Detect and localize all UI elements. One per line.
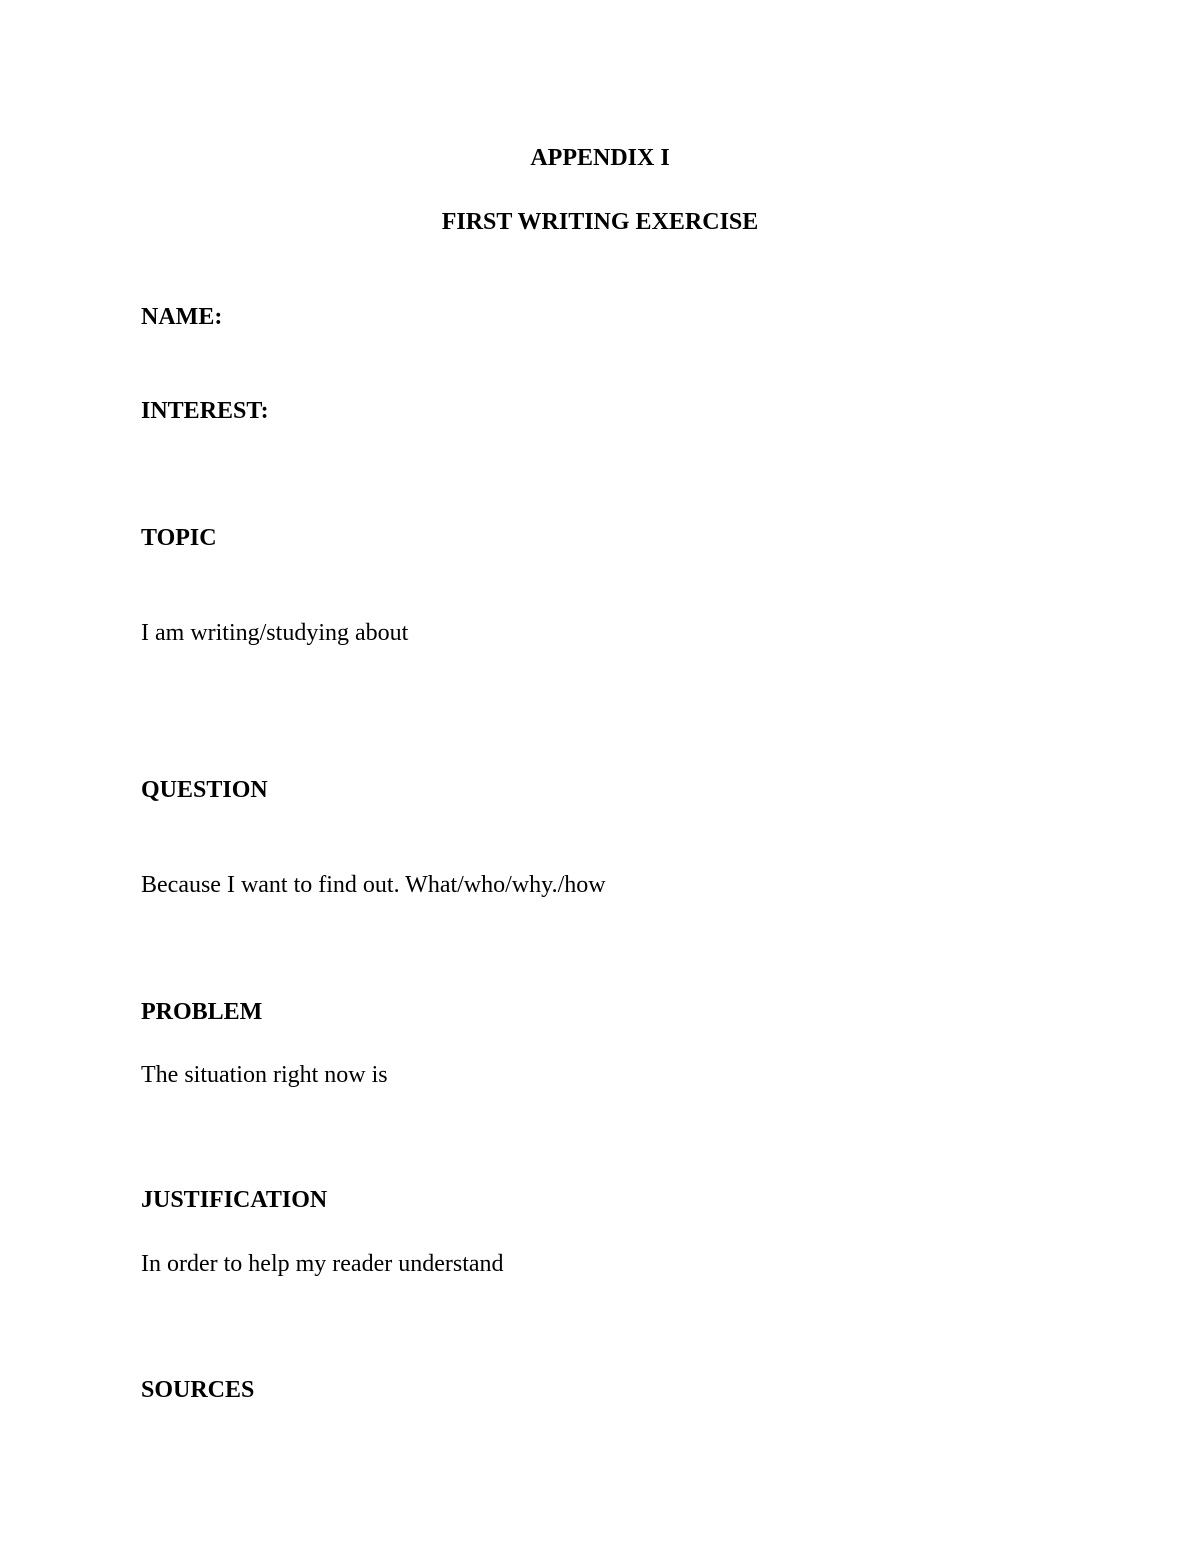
justification-heading: JUSTIFICATION	[141, 1187, 328, 1213]
topic-prompt: I am writing/studying about	[141, 620, 409, 646]
name-label: NAME:	[141, 304, 223, 330]
question-prompt: Because I want to find out. What/who/why./how	[141, 872, 606, 898]
topic-heading: TOPIC	[141, 525, 217, 551]
justification-prompt: In order to help my reader understand	[141, 1251, 504, 1277]
problem-prompt: The situation right now is	[141, 1062, 388, 1088]
sources-heading: SOURCES	[141, 1377, 255, 1403]
problem-heading: PROBLEM	[141, 999, 263, 1025]
interest-label: INTEREST:	[141, 398, 269, 424]
appendix-title: APPENDIX I	[530, 145, 670, 171]
exercise-title: FIRST WRITING EXERCISE	[441, 209, 759, 235]
question-heading: QUESTION	[141, 777, 268, 803]
